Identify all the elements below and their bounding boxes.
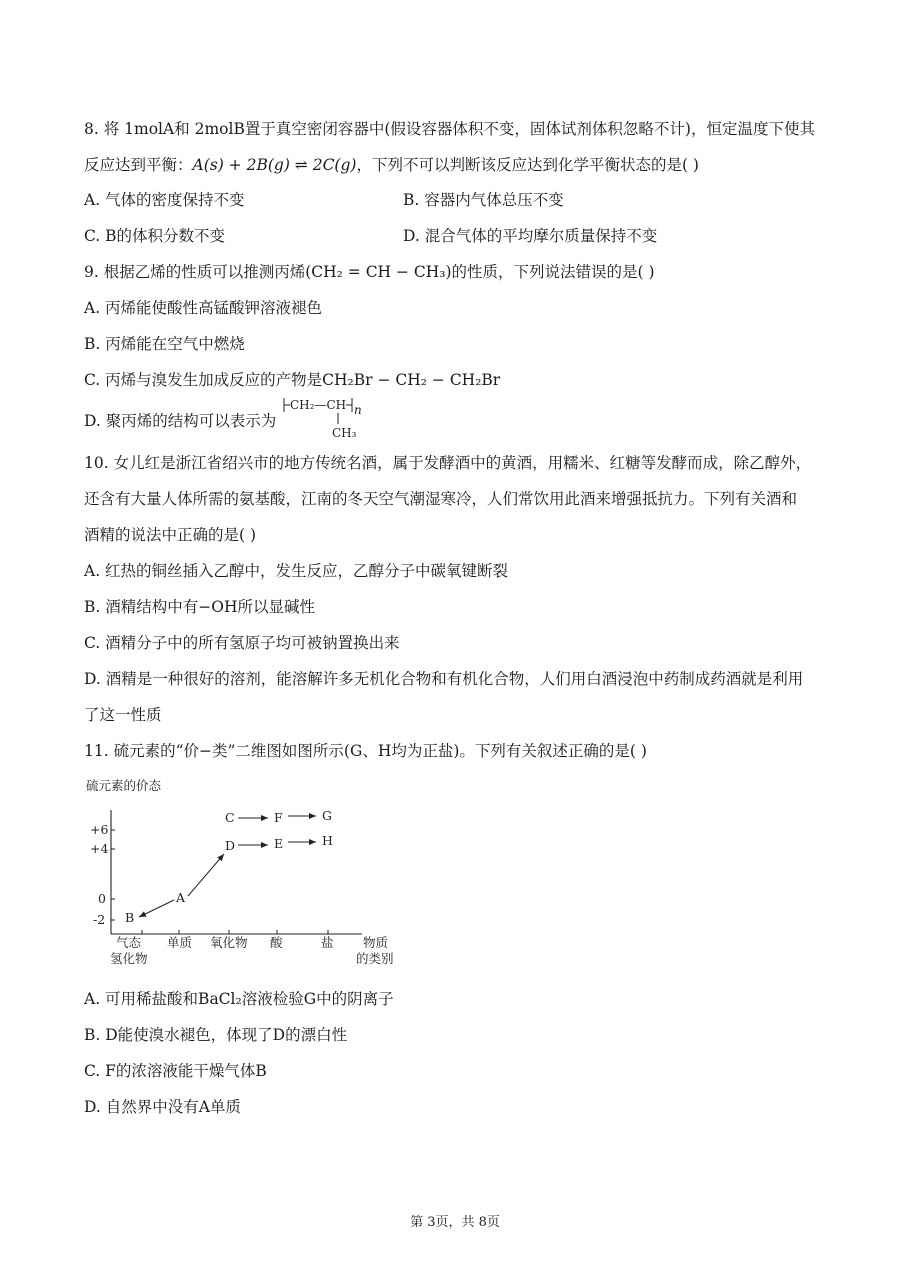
x-tick-oxide: 氧化物: [210, 935, 248, 950]
q11-option-c: C. F的浓溶液能干燥气体B: [84, 1062, 267, 1080]
polypropylene-structure: [282, 395, 372, 441]
q10-option-c: C. 酒精分子中的所有氢原子均可被钠置换出来: [84, 634, 400, 652]
q11-stem: 11. 硫元素的“价−类”二维图如图所示(G、H均为正盐)。下列有关叙述正确的是( ): [84, 742, 647, 760]
q9-option-d: D. 聚丙烯的结构可以表示为: [84, 412, 277, 430]
q8-stem-post: ，下列不可以判断该反应达到化学平衡状态的是( ): [356, 156, 699, 174]
arrow-a-to-d: [188, 854, 224, 896]
q8-equation: A(s) + 2B(g) ⇌ 2C(g): [192, 156, 357, 174]
q9-stem: 9. 根据乙烯的性质可以推测丙烯(CH₂ = CH − CH₃)的性质，下列说法错误的是( ): [84, 263, 655, 281]
q11-option-b: B. D能使溴水褪色，体现了D的漂白性: [84, 1026, 348, 1044]
x-axis-title-line1: 物质: [363, 935, 389, 950]
x-tick-element: 单质: [167, 935, 193, 950]
q11-option-d: D. 自然界中没有A单质: [84, 1098, 241, 1116]
q8-option-d: D. 混合气体的平均摩尔质量保持不变: [403, 227, 658, 245]
x-tick-acid: 酸: [270, 935, 283, 950]
q10-stem-line3: 酒精的说法中正确的是( ): [84, 526, 257, 544]
q9-option-b: B. 丙烯能在空气中燃烧: [84, 335, 245, 353]
point-a: A: [176, 890, 186, 905]
q10-stem-line2: 还含有大量人体所需的氨基酸，江南的冬天空气潮湿寒冷，人们常饮用此酒来增强抵抗力。下列有关酒和: [84, 490, 798, 508]
q8-option-c: C. B的体积分数不变: [84, 227, 226, 245]
page-footer: 第 3页，共 8页: [410, 1215, 500, 1230]
q10-option-b: B. 酒精结构中有−OH所以显碱性: [84, 598, 315, 616]
q10-option-d-line2: 了这一性质: [84, 706, 162, 724]
q8-stem-line1: 8. 将 1molA和 2molB置于真空密闭容器中(假设容器体积不变，固体试剂体积忽略不计)，恒定温度下使其: [84, 120, 815, 138]
q10-option-d-line1: D. 酒精是一种很好的溶剂，能溶解许多无机化合物和有机化合物，人们用白酒浸泡中药制成药酒就是利用: [84, 670, 804, 688]
polymer-branch: CH₃: [332, 426, 357, 440]
y-tick-plus6: +6: [90, 822, 109, 837]
q10-option-a: A. 红热的铜丝插入乙醇中，发生反应，乙醇分子中碳氧键断裂: [84, 562, 509, 580]
arrow-a-to-b: [139, 900, 174, 917]
x-axis-title-line2: 的类别: [356, 951, 394, 966]
point-e: E: [274, 836, 284, 851]
q9-option-a: A. 丙烯能使酸性高锰酸钾溶液褪色: [84, 299, 323, 317]
point-f: F: [274, 810, 283, 825]
point-c: C: [225, 810, 235, 825]
x-tick-salt: 盐: [321, 935, 334, 950]
sulfur-valence-class-diagram: [84, 774, 414, 974]
point-h: H: [322, 833, 333, 848]
y-tick-plus4: +4: [90, 841, 109, 856]
y-tick-minus2: -2: [93, 912, 106, 927]
y-tick-0: 0: [98, 891, 106, 906]
q11-option-a: A. 可用稀盐酸和BaCl₂溶液检验G中的阴离子: [84, 990, 394, 1008]
q9-option-c: C. 丙烯与溴发生加成反应的产物是CH₂Br − CH₂ − CH₂Br: [84, 371, 501, 389]
q10-stem-line1: 10. 女儿红是浙江省绍兴市的地方传统名酒，属于发酵酒中的黄酒，用糯米、红糖等发酵而成，除乙醇外，: [84, 454, 812, 472]
q8-option-b: B. 容器内气体总压不变: [403, 191, 564, 209]
y-axis-title: 硫元素的价态: [86, 778, 162, 793]
point-b: B: [125, 910, 135, 925]
x-tick-hydride: 氢化物: [110, 951, 148, 966]
polymer-subscript: n: [354, 403, 362, 417]
x-tick-gaseous: 气态: [116, 935, 142, 950]
q8-option-a: A. 气体的密度保持不变: [84, 191, 245, 209]
q8-stem-pre: 反应达到平衡：: [84, 156, 193, 174]
polymer-main: CH₂—CH: [290, 398, 347, 412]
q8-stem-line2: [84, 154, 699, 176]
point-d: D: [225, 838, 236, 853]
point-g: G: [322, 808, 332, 823]
